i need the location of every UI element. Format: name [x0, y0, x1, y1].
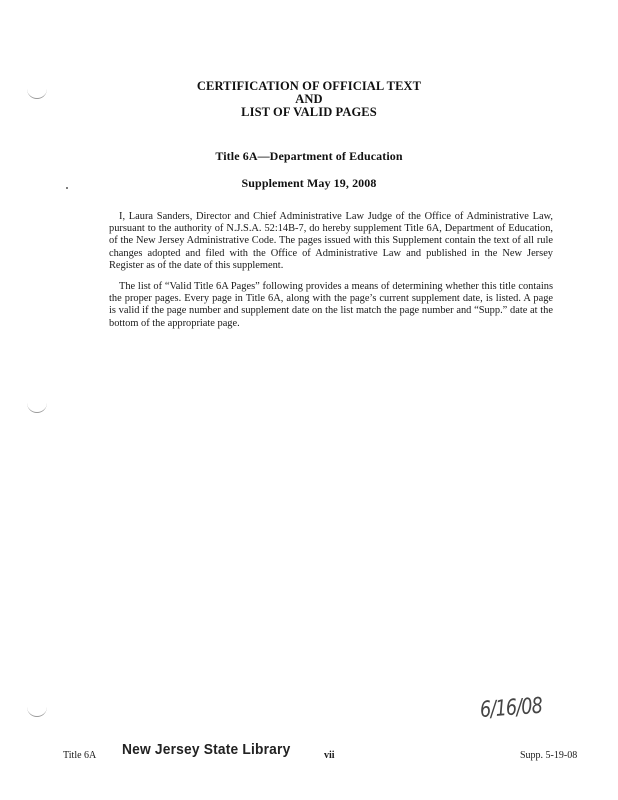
footer-page-number: vii [324, 750, 335, 761]
footer-supp-date: Supp. 5-19-08 [520, 750, 578, 761]
certification-body [109, 211, 553, 330]
certification-heading: CERTIFICATION OF OFFICIAL TEXT [196, 79, 422, 93]
valid-pages-heading: LIST OF VALID PAGES [241, 105, 377, 119]
library-stamp: New Jersey State Library [122, 742, 291, 758]
paragraph-certification: I, Laura Sanders, Director and Chief Administrative Law Judge of the Office of Administrative Law, pursuant to the authority of N.J.S.A. 52:14B-7, do hereby supplement Title 6A, Department of Education, of the New Jersey Administrative Code. The pages issued with this Supplement contain the text of all rule changes adopted and filed with the Office of Administrative Law and published in the New Jersey Register as of the date of this supplement. [109, 211, 553, 271]
punch-hole-mark-bottom [27, 706, 47, 717]
title-subtitle: Title 6A—Department of Education [215, 149, 403, 163]
punch-hole-mark-middle [27, 402, 47, 413]
footer-title: Title 6A [63, 750, 97, 761]
handwritten-date: 6/16/08 [479, 693, 543, 723]
supplement-date-heading: Supplement May 19, 2008 [241, 176, 377, 190]
paragraph-valid-pages: The list of “Valid Title 6A Pages” following provides a means of determining whether this title contains the proper pages. Every page in Title 6A, along with the page’s current supplement date, is listed. A page is valid if the page number and supplement date on the list match the page number and “Supp.” date at the bottom of the appropriate page. [109, 281, 553, 329]
certification-heading-and: AND [295, 92, 323, 106]
